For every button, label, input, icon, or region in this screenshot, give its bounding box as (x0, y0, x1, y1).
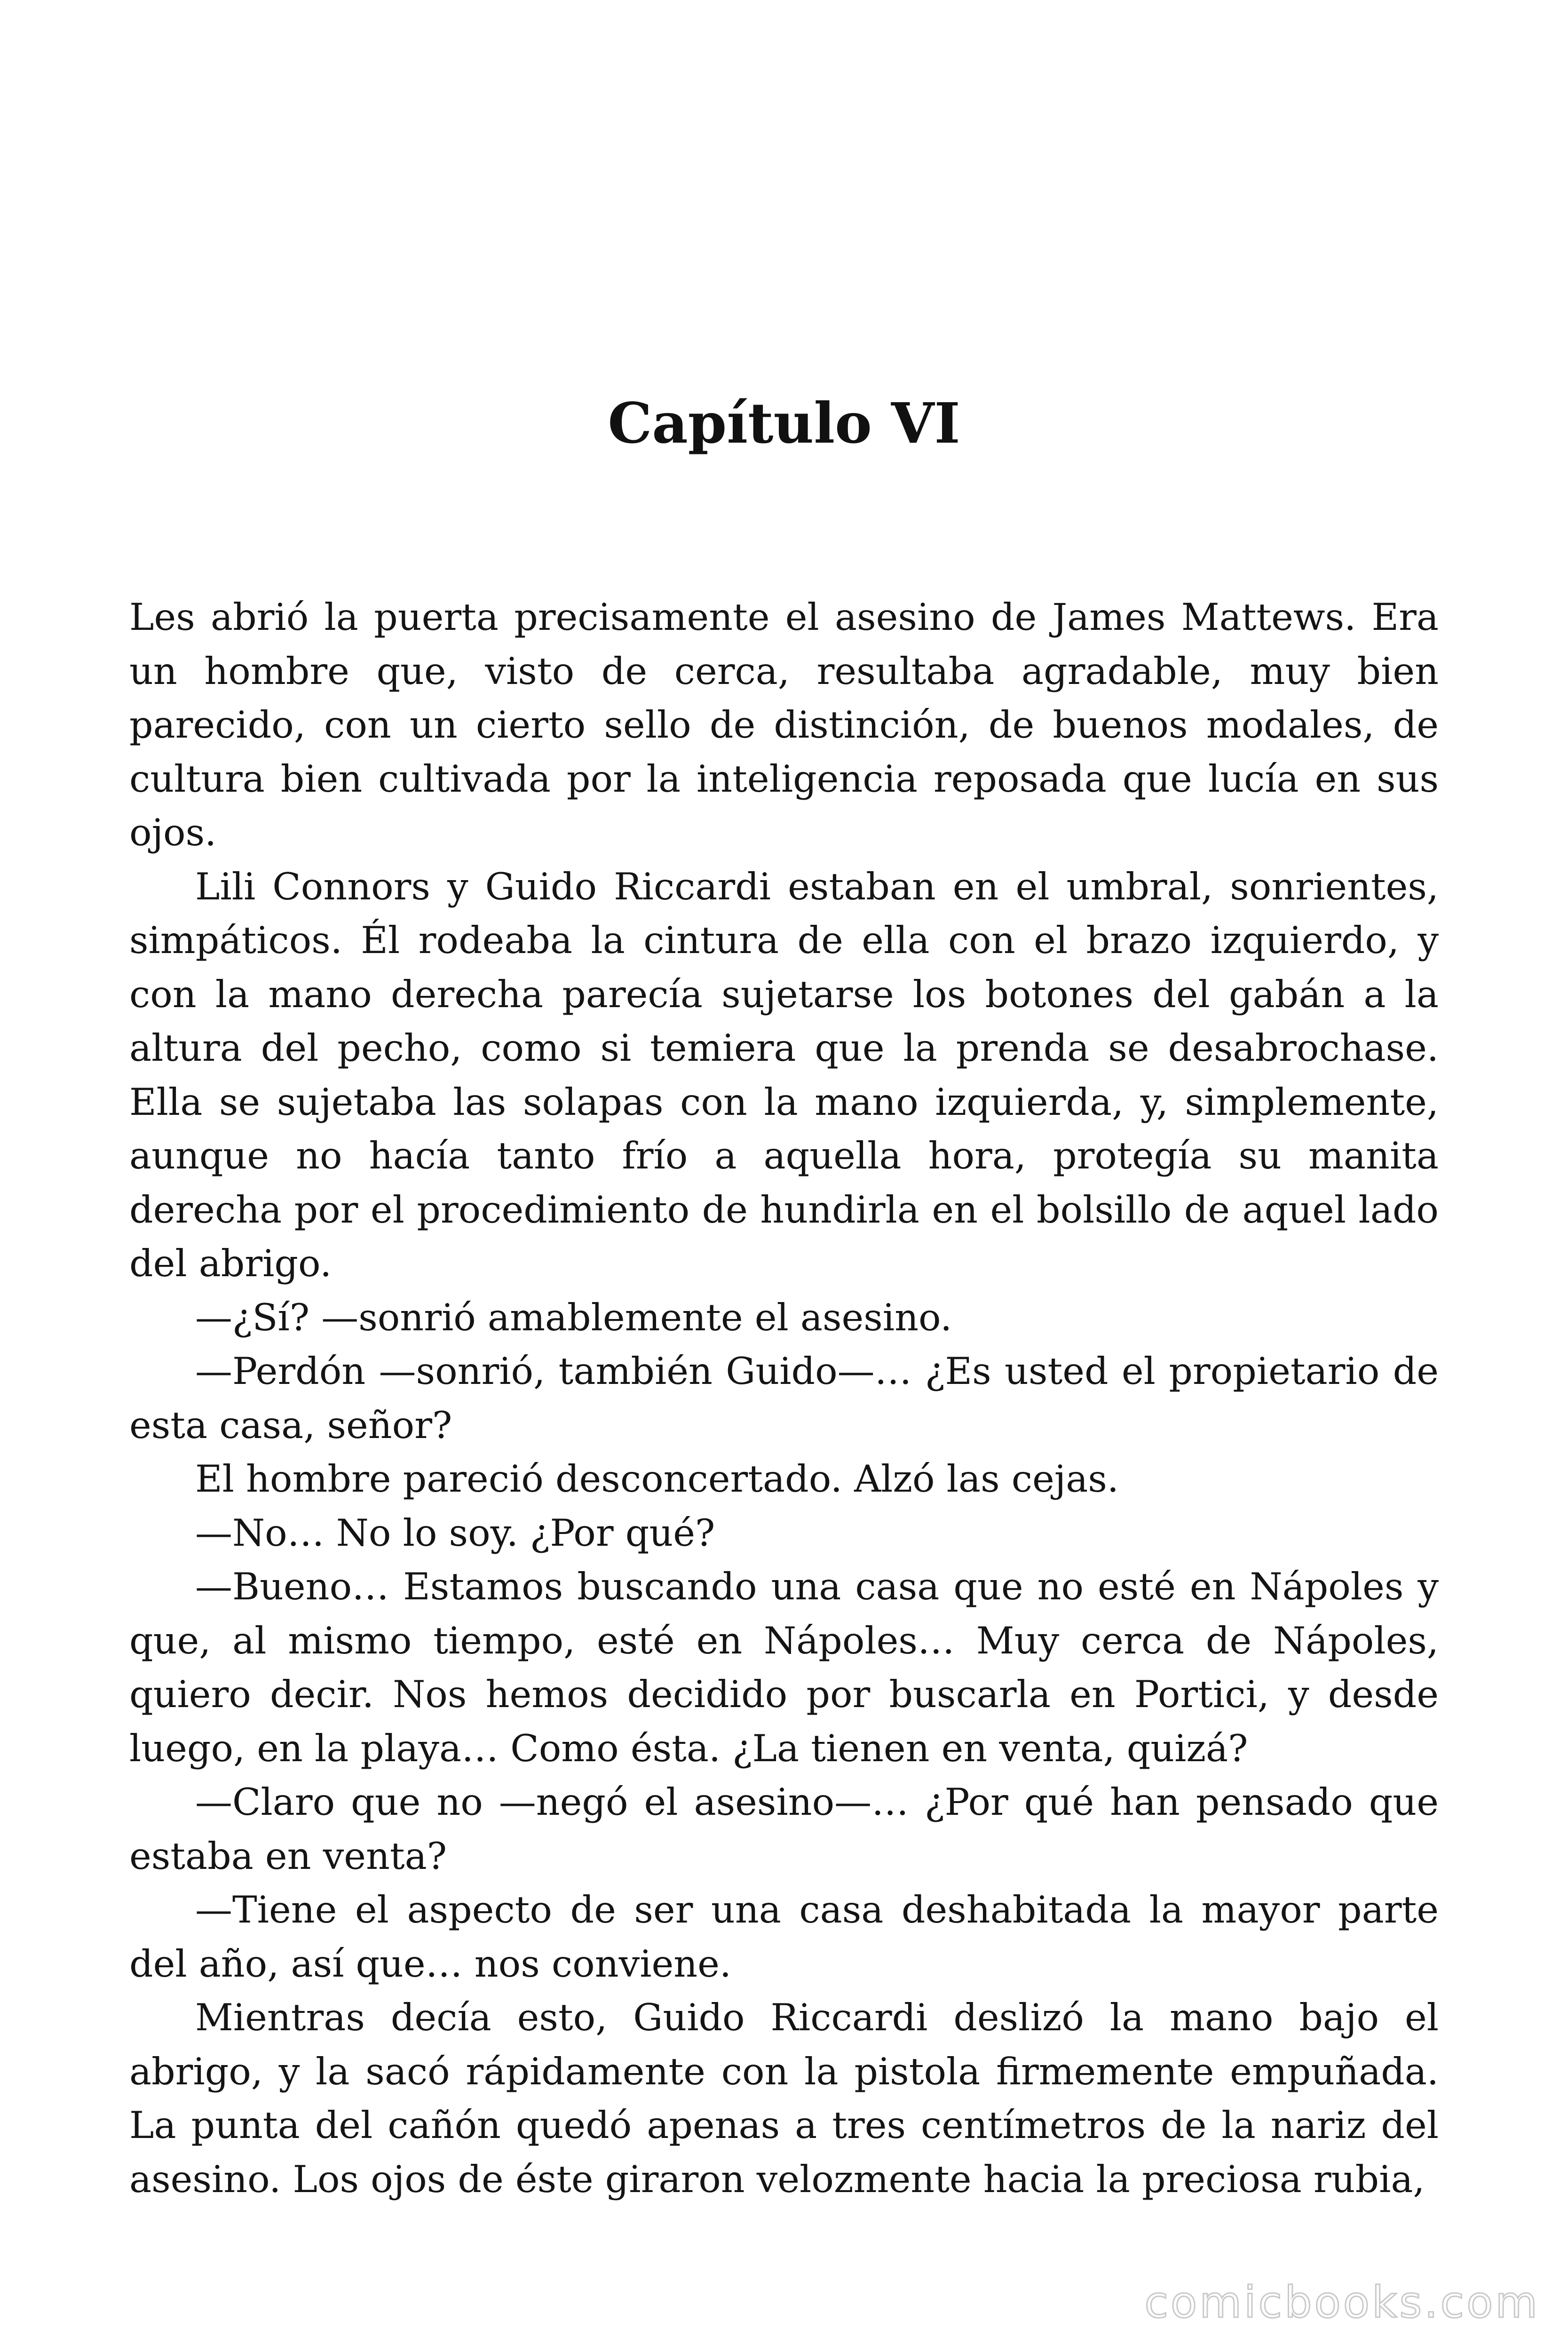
paragraph: —No… No lo soy. ¿Por qué? (195, 1511, 715, 1555)
paragraph: —Claro que no —negó el asesino—… ¿Por qué han pensado que estaba en venta? (129, 1780, 1439, 1878)
paragraph: El hombre pareció desconcertado. Alzó las cejas. (195, 1457, 1119, 1501)
paragraph: —Tiene el aspecto de ser una casa deshabitada la mayor parte del año, así que… nos conviene. (129, 1888, 1439, 1986)
paragraph: Les abrió la puerta precisamente el asesino de James Mattews. Era un hombre que, visto de cerca, resultaba agradable, muy bien parecido, con un cierto sello de distinción, de buenos modales, de cultura bien cultivada por la inteligencia reposada que lucía en sus ojos. (129, 596, 1439, 854)
paragraph: Lili Connors y Guido Riccardi estaban en el umbral, sonrientes, simpáticos. Él rodeaba la cintura de ella con el brazo izquierdo, y con la mano derecha parecía sujetarse los botones del gabán a la altura del pecho, como si temiera que la prenda se desabrochase. Ella se sujetaba las solapas con la mano izquierda, y, simplemente, aunque no hacía tanto frío a aquella hora, protegía su manita derecha por el procedimiento de hundirla en el bolsillo de aquel lado del abrigo. (129, 865, 1439, 1285)
paragraph: —¿Sí? —sonrió amablemente el asesino. (195, 1295, 952, 1339)
paragraph: —Bueno… Estamos buscando una casa que no esté en Nápoles y que, al mismo tiempo, esté en Nápoles… Muy cerca de Nápoles, quiero decir. Nos hemos decidido por buscarla en Portici, y desde luego, en la playa… Como ésta. ¿La tienen en venta, quizá? (129, 1565, 1439, 1770)
paragraph: Mientras decía esto, Guido Riccardi deslizó la mano bajo el abrigo, y la sacó rápidamente con la pistola firmemente empuñada. La punta del cañón quedó apenas a tres centímetros de la nariz del asesino. Los ojos de éste giraron velozmente hacia la preciosa rubia, (129, 1996, 1439, 2201)
chapter-title: Capítulo VI (608, 390, 960, 456)
paragraph: —Perdón —sonrió, también Guido—… ¿Es usted el propietario de esta casa, señor? (129, 1350, 1439, 1447)
watermark: comicbooks.com (1144, 2277, 1540, 2328)
chapter-body (129, 590, 1439, 2206)
